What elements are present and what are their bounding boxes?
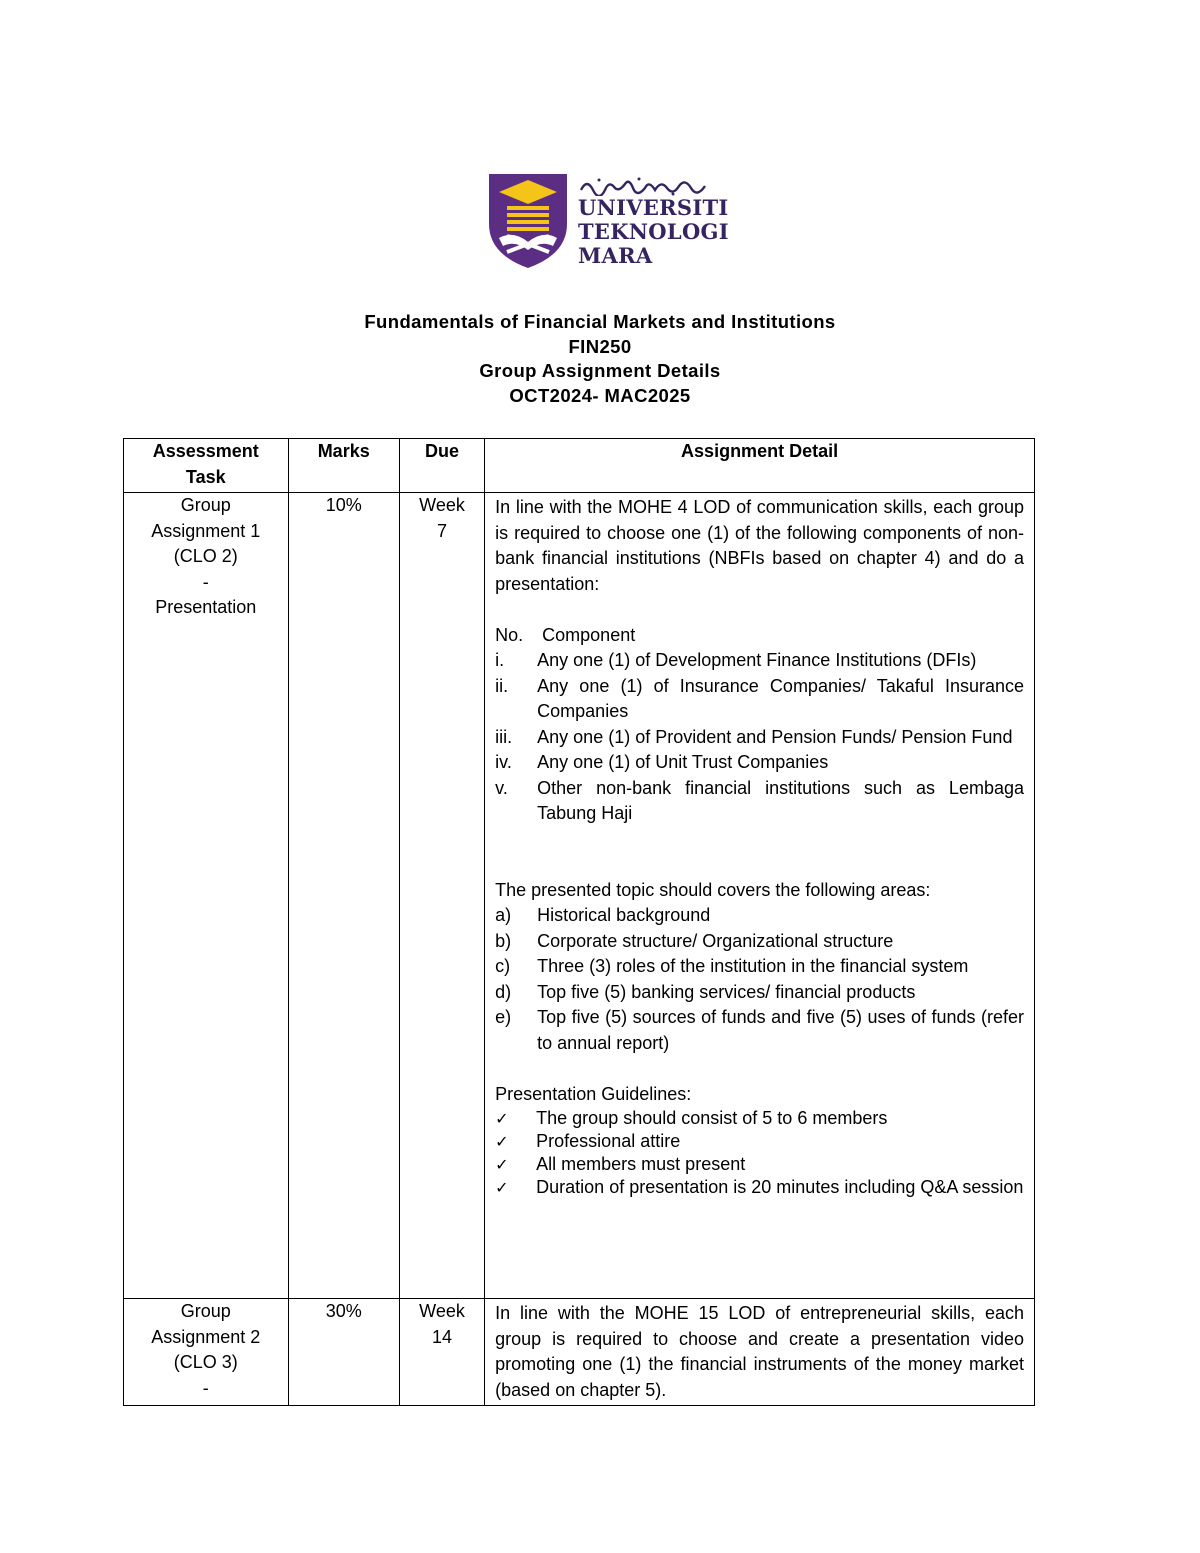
- table-row: [124, 1299, 1035, 1406]
- course-title: Fundamentals of Financial Markets and Institutions: [364, 311, 836, 332]
- task-line: Group: [180, 1301, 231, 1321]
- list-text: Any one (1) of Provident and Pension Funds/ Pension Fund: [537, 726, 1013, 747]
- list-marker: i.: [495, 650, 505, 670]
- list-text: Historical background: [537, 905, 711, 925]
- due-line: 7: [437, 520, 448, 541]
- list-marker: d): [495, 981, 512, 1002]
- list-marker: e): [495, 1007, 512, 1027]
- task-line: -: [202, 571, 209, 592]
- logo-line-mara: MARA: [578, 243, 653, 268]
- university-logo: [487, 172, 729, 272]
- checkmark-icon: ✓: [495, 1132, 509, 1151]
- task-line: Group: [180, 495, 231, 515]
- row1-due: [399, 493, 484, 1299]
- row2-due: [399, 1299, 484, 1406]
- due-line: 14: [432, 1326, 453, 1347]
- row1-marks: 10%: [288, 493, 399, 1299]
- checkmark-icon: ✓: [495, 1178, 509, 1197]
- list-marker: iv.: [495, 752, 512, 772]
- semester: OCT2024- MAC2025: [509, 384, 691, 406]
- component-list-header: [495, 623, 1024, 649]
- arabic-name-script: [579, 174, 707, 196]
- component-no-label: No.: [495, 624, 524, 645]
- university-name: [578, 196, 729, 268]
- guidelines-list: [495, 1107, 1024, 1199]
- list-marker: v.: [495, 777, 508, 798]
- list-item: [495, 903, 1024, 929]
- checkmark-icon: ✓: [495, 1109, 509, 1128]
- list-item: [495, 980, 1024, 1006]
- guidelines-intro: Presentation Guidelines:: [495, 1083, 692, 1104]
- areas-list: [495, 903, 1024, 1056]
- list-text: Top five (5) sources of funds and five (5) uses of funds (refer to annual report): [537, 1007, 1024, 1053]
- list-marker: b): [495, 930, 512, 951]
- task-line: Assignment 1: [151, 520, 261, 541]
- header-assessment-task: Assessment Task: [124, 439, 289, 493]
- list-item: [495, 750, 1024, 776]
- row1-assignment-detail: [485, 493, 1035, 1299]
- list-item: [495, 929, 1024, 955]
- list-text: Any one (1) of Development Finance Institutions (DFIs): [537, 650, 977, 670]
- list-item: [495, 1176, 1024, 1199]
- component-label: Component: [542, 624, 636, 645]
- assignment-table: [123, 438, 1035, 1406]
- list-text: The group should consist of 5 to 6 members: [536, 1108, 888, 1128]
- list-text: Other non-bank financial institutions such as Lembaga Tabung Haji: [537, 777, 1024, 823]
- course-code: FIN250: [568, 335, 632, 357]
- list-item: [495, 1107, 1024, 1130]
- list-text: Any one (1) of Unit Trust Companies: [537, 752, 829, 772]
- list-marker: iii.: [495, 726, 513, 747]
- row2-assignment-detail: [485, 1299, 1035, 1406]
- header-marks: Marks: [288, 439, 399, 493]
- list-item: [495, 648, 1024, 674]
- list-item: [495, 674, 1024, 725]
- task-line: (CLO 3): [173, 1352, 238, 1372]
- task-line: -: [202, 1377, 209, 1398]
- list-text: Top five (5) banking services/ financial products: [537, 981, 916, 1002]
- list-item: [495, 1005, 1024, 1056]
- task-line: Assignment 2: [151, 1326, 261, 1347]
- due-line: Week: [419, 495, 465, 515]
- areas-intro: The presented topic should covers the following areas:: [495, 879, 931, 900]
- list-item: [495, 1153, 1024, 1176]
- document-heading: [0, 310, 1200, 408]
- document-title: Group Assignment Details: [479, 360, 721, 381]
- due-line: Week: [419, 1301, 465, 1321]
- list-item: [495, 725, 1024, 751]
- list-marker: ii.: [495, 675, 509, 696]
- list-item: [495, 954, 1024, 980]
- uitm-shield-emblem: [487, 172, 569, 270]
- detail-intro: In line with the MOHE 4 LOD of communication skills, each group is required to choose one (1) of the following components of non-bank financial institutions (NBFIs based on chapter 4) and do a presentation:: [495, 497, 1024, 594]
- list-text: Any one (1) of Insurance Companies/ Takaful Insurance Companies: [537, 675, 1024, 721]
- row1-assessment-task: [124, 493, 289, 1299]
- list-item: [495, 776, 1024, 827]
- list-marker: c): [495, 956, 511, 976]
- row2-marks: 30%: [288, 1299, 399, 1406]
- table-row: [124, 493, 1035, 1299]
- list-marker: a): [495, 905, 512, 925]
- table-header-row: [124, 439, 1035, 493]
- component-list: [495, 648, 1024, 827]
- list-text: Professional attire: [536, 1131, 681, 1151]
- task-line: (CLO 2): [173, 546, 238, 566]
- logo-line-universiti: UNIVERSITI: [578, 195, 729, 220]
- logo-line-teknologi: TEKNOLOGI: [578, 219, 729, 244]
- header-assignment-detail: Assignment Detail: [485, 439, 1035, 493]
- list-text: Duration of presentation is 20 minutes including Q&A session: [536, 1177, 1024, 1197]
- list-text: Corporate structure/ Organizational structure: [537, 930, 894, 951]
- list-text: All members must present: [536, 1154, 746, 1174]
- row2-assessment-task: [124, 1299, 289, 1406]
- list-text: Three (3) roles of the institution in the financial system: [537, 956, 969, 976]
- header-due: Due: [399, 439, 484, 493]
- task-line: Presentation: [155, 597, 257, 617]
- detail-text: In line with the MOHE 15 LOD of entrepreneurial skills, each group is required to choose and create a presentation video promoting one (1) the financial instruments of the money market (based on chapter 5).: [495, 1303, 1024, 1400]
- checkmark-icon: ✓: [495, 1155, 509, 1174]
- list-item: [495, 1130, 1024, 1153]
